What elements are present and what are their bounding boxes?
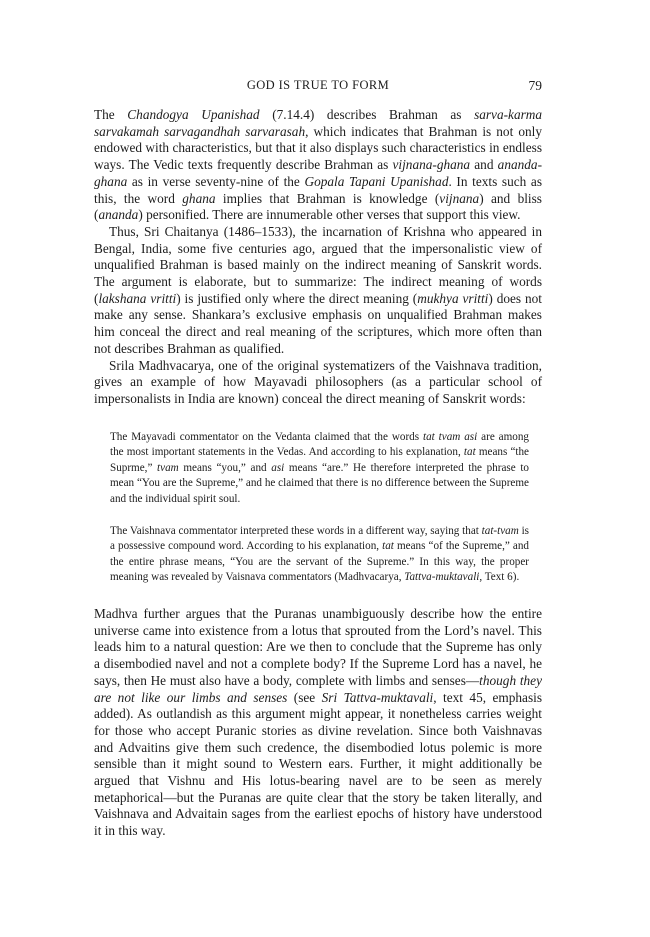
italic-run: sarva-karma sarvakamah sarvagandhah sarvarasah bbox=[94, 107, 543, 139]
page-number: 79 bbox=[528, 78, 542, 93]
paragraph-madhvacarya bbox=[94, 358, 542, 408]
text-run: ) does not make any sense. Shankara’s exclusive emphasis on unqualified Brahman makes him conceal the direct and real meaning of the scriptures, which more often than not describes Brahman as qualified. bbox=[94, 290, 542, 356]
running-title: GOD IS TRUE TO FORM bbox=[246, 78, 390, 92]
text-run: The Vaishnava commentator interpreted these words in a different way, saying that bbox=[110, 524, 482, 537]
italic-run: Gopala Tapani Upanishad bbox=[304, 173, 449, 189]
italic-run: tat tvam asi bbox=[423, 430, 478, 443]
text-run: The bbox=[94, 107, 128, 122]
text-run: (see bbox=[287, 689, 322, 705]
quote-paragraph-vaishnava bbox=[110, 524, 529, 586]
text-run: ) is justified only where the direct meaning ( bbox=[176, 290, 418, 306]
text-run: is a possessive compound word. According to his explanation, bbox=[110, 524, 530, 553]
text-run: Thus, Sri Chaitanya (1486–1533), the incarnation of Krishna who appeared in Bengal, India, some five centuries ago, argued that the impersonalistic view of unqualified Brahman is based mainly on the indirect meaning of Sanskrit words. The argument is elaborate, but to summarize: The indirect meaning of words ( bbox=[94, 223, 542, 306]
text-run: are among the most important statements in the Vedas. And according to his explanation, bbox=[110, 430, 529, 459]
italic-run: vijnana-ghana bbox=[392, 157, 471, 173]
italic-run: tat-tvam bbox=[481, 524, 519, 537]
text-run: as in verse seventy-nine of the bbox=[127, 173, 305, 189]
text-run: , Text 6). bbox=[479, 571, 520, 584]
text-run: means “you,” and bbox=[178, 461, 272, 474]
italic-run: tat bbox=[382, 540, 394, 553]
italic-run: mukhya vritti bbox=[417, 290, 489, 306]
text-run: implies that Brahman is knowledge ( bbox=[215, 190, 440, 206]
italic-run: ananda-ghana bbox=[94, 157, 542, 189]
block-quote bbox=[110, 430, 529, 586]
italic-run: Tattva-muktavali bbox=[404, 571, 480, 584]
body-text bbox=[94, 107, 542, 840]
italic-run: though they are not like our limbs and senses bbox=[94, 672, 542, 705]
italic-run: ghana bbox=[182, 190, 216, 206]
text-run: , which indicates that Brahman is not only endowed with characteristics, but that it also displays such characteristics in endless ways. The Vedic texts frequently describe Brahman as bbox=[94, 123, 542, 173]
italic-run: Sri Tattva-muktavali bbox=[321, 689, 434, 705]
text-run: (7.14.4) describes Brahman as bbox=[259, 107, 475, 122]
text-run: . In texts such as this, the word bbox=[94, 173, 542, 206]
text-run: The Mayavadi commentator on the Vedanta claimed that the words bbox=[110, 430, 423, 443]
text-run: ) personified. There are innumerable other verses that support this view. bbox=[138, 207, 521, 223]
text-run: Srila Madhvacarya, one of the original systematizers of the Vaishnava tradition, gives an example of how Mayavadi philosophers (as a particular school of impersonalists in India are known) conceal the direct meaning of Sanskrit words: bbox=[94, 357, 542, 406]
italic-run: Chandogya Upanishad bbox=[127, 107, 260, 122]
quote-paragraph-mayavadi bbox=[110, 430, 529, 508]
text-run: and bbox=[470, 157, 498, 173]
italic-run: ananda bbox=[98, 207, 139, 223]
paragraph-chaitanya bbox=[94, 224, 542, 358]
text-run: means “are.” He therefore interpreted the phrase to mean “You are the Supreme,” and he claimed that there is no difference between the Supreme and the individual spirit soul. bbox=[110, 461, 530, 506]
italic-run: tat bbox=[463, 446, 476, 459]
running-header bbox=[94, 78, 542, 96]
text-run: ) and bliss ( bbox=[94, 190, 542, 223]
paragraph-madhva-argues bbox=[94, 606, 542, 840]
text-run: means “the Suprme,” bbox=[110, 446, 530, 474]
text-run: , text 45, emphasis added). As outlandish as this argument might appear, it nonetheless carries weight for those who accept Puranic stories as divine revelation. Since both Vaishnavas and Advaitins give them such credence, the disembodied lotus polemic is more sensible than it might sound to Western ears. Further, it might additionally be argued that Vishnu and His lotus-bearing navel are to be seen as merely metaphorical—but the Puranas are quite clear that the story be taken literally, and Vaishnava and Advaitain sages from the earliest epochs of history have understood it in this way. bbox=[94, 689, 542, 839]
italic-run: asi bbox=[271, 461, 285, 474]
text-run: means “of the Supreme,” and the entire phrase means, “You are the servant of the Supreme.” In this way, the proper meaning was revealed by Vaisnava commentators (Madhvacarya, bbox=[110, 540, 529, 584]
italic-run: vijnana bbox=[439, 190, 480, 206]
italic-run: lakshana vritti bbox=[98, 290, 177, 306]
italic-run: tvam bbox=[157, 461, 179, 474]
text-run: Madhva further argues that the Puranas unambiguously describe how the entire universe came into existence from a lotus that sprouted from the Lord’s navel. This leads him to a natural question: Are we then to conclude that the Supreme has only a disembodied navel and not a complete body? If the Supreme Lord has a navel, he says, then He must also have a body, complete with limbs and senses— bbox=[94, 606, 542, 688]
paragraph-chandogya bbox=[94, 107, 542, 224]
